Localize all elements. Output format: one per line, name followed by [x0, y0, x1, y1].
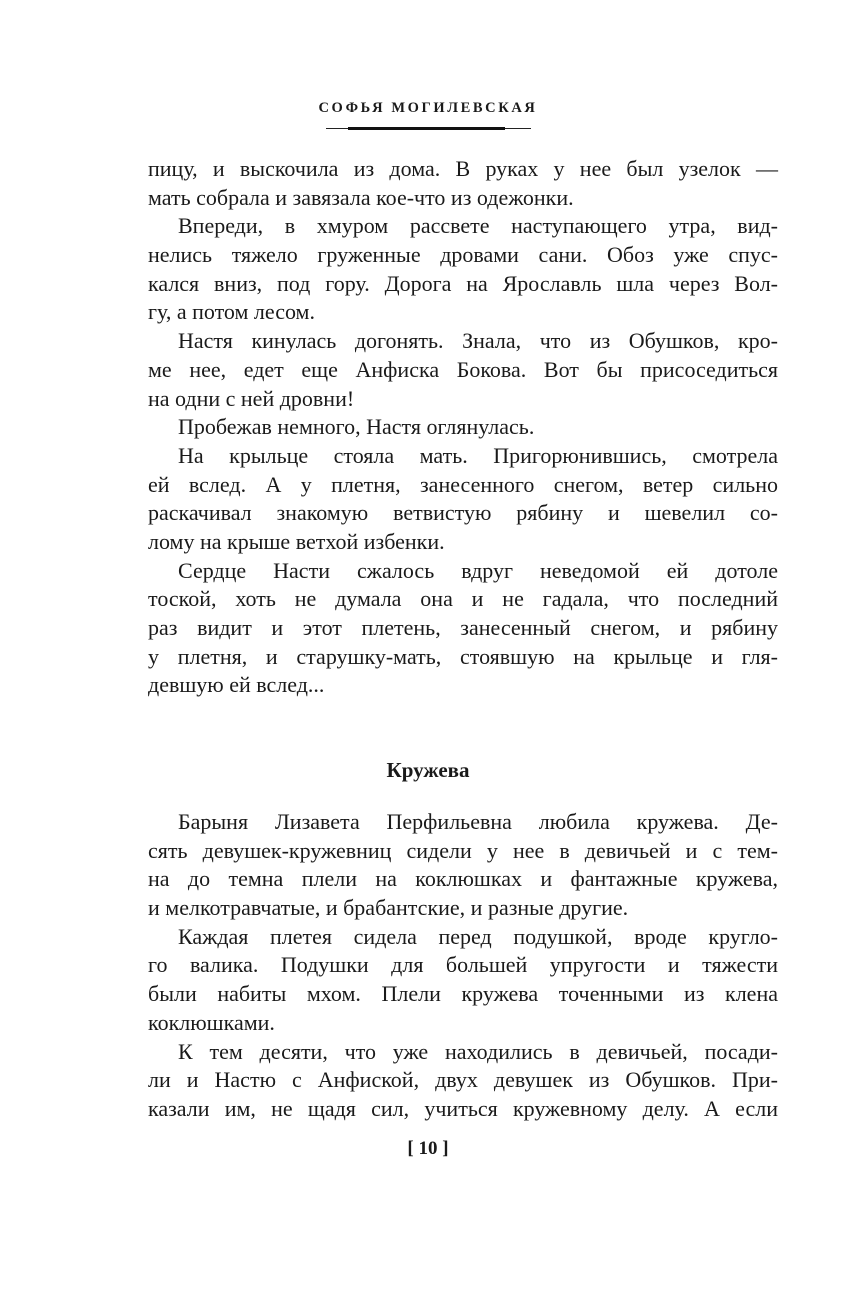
text-line: Настя кинулась догонять. Знала, что из Обушков, кро- [178, 328, 778, 354]
page-number: [ 10 ] [407, 1138, 449, 1159]
text-line: ли и Настю с Анфиской, двух девушек из Обушков. При- [148, 1067, 778, 1093]
text-line: казали им, не щадя сил, учиться кружевному делу. А если [148, 1095, 778, 1121]
text-line: мать собрала и завязала кое-что из одежонки. [148, 184, 574, 210]
paragraph [148, 808, 778, 923]
text-block-chapter [148, 808, 778, 1124]
paragraph [148, 1038, 778, 1124]
text-line: на одни с ней дровни! [148, 385, 355, 411]
paragraph [148, 923, 778, 1038]
text-line: нелись тяжело груженные дровами сани. Обоз уже спус- [148, 242, 778, 268]
text-line: Впереди, в хмуром рассвете наступающего утра, вид- [178, 213, 778, 239]
text-line: На крыльце стояла мать. Пригорюнившись, смотрела [178, 442, 778, 468]
text-line: у плетня, и старушку-мать, стоявшую на крыльце и гля- [148, 643, 778, 669]
running-head-author: СОФЬЯ МОГИЛЕВСКАЯ [318, 100, 538, 116]
text-line: коклюшками. [148, 1009, 275, 1035]
text-line: гу, а потом лесом. [148, 299, 315, 325]
paragraph [148, 442, 778, 557]
paragraph [148, 155, 778, 212]
text-line: го валика. Подушки для большей упругости и тяжести [148, 952, 778, 978]
text-line: пицу, и выскочила из дома. В руках у нее был узелок — [148, 156, 778, 181]
text-line: ей вслед. А у плетня, занесенного снегом, ветер сильно [148, 471, 778, 497]
text-line: Барыня Лизавета Перфильевна любила кружева. Де- [178, 809, 778, 834]
text-line: кался вниз, под гору. Дорога на Ярославль шла через Вол- [148, 270, 778, 296]
text-line: девшую ей вслед... [148, 672, 325, 698]
text-line: лому на крыше ветхой избенки. [148, 528, 445, 554]
text-line: Сердце Насти сжалось вдруг неведомой ей дотоле [178, 557, 778, 583]
paragraph [148, 212, 778, 327]
text-line: и мелкотравчатые, и брабантские, и разные другие. [148, 895, 629, 921]
text-line: были набиты мхом. Плели кружева точенными из клена [148, 981, 778, 1007]
text-line: на до темна плели на коклюшках и фантажные кружева, [148, 866, 778, 892]
text-line: тоской, хоть не думала она и не гадала, что последний [148, 586, 778, 612]
chapter-heading: Кружева [386, 758, 470, 782]
paragraph [148, 557, 778, 700]
text-line: раз видит и этот плетень, занесенный снегом, и рябину [148, 615, 778, 640]
paragraph [148, 413, 778, 442]
text-line: раскачивал знакомую ветвистую рябину и шевелил со- [148, 500, 778, 526]
text-line: Каждая плетея сидела перед подушкой, вроде кругло- [178, 923, 778, 949]
text-line: сять девушек-кружевниц сидели у нее в девичьей и с тем- [148, 837, 778, 863]
text-line: ме нее, едет еще Анфиска Бокова. Вот бы присоседиться [148, 356, 778, 382]
header-rule-thick [348, 127, 505, 130]
text-block-continuation [148, 155, 778, 700]
text-line: Пробежав немного, Настя оглянулась. [178, 414, 535, 440]
text-line: К тем десяти, что уже находились в девичьей, посади- [178, 1038, 778, 1064]
paragraph [148, 327, 778, 413]
